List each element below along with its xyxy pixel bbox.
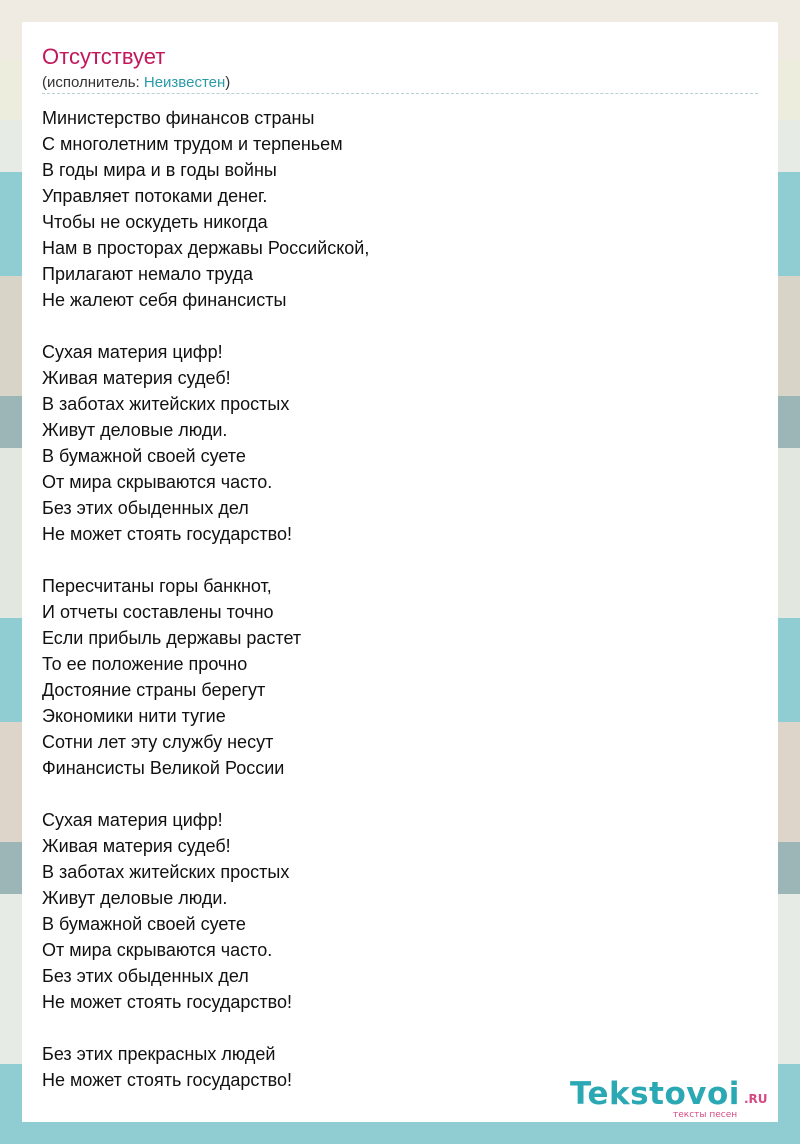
lyric-line: От мира скрываются часто.	[42, 940, 273, 960]
lyric-line: Экономики нити тугие	[42, 706, 226, 726]
lyric-line: Достояние страны берегут	[42, 680, 266, 700]
lyric-line: Прилагают немало труда	[42, 264, 254, 284]
lyric-line: Не жалеют себя финансисты	[42, 290, 287, 310]
lyric-line: Финансисты Великой России	[42, 758, 285, 778]
lyric-line: Сотни лет эту службу несут	[42, 732, 274, 752]
lyric-line: Министерство финансов страны	[42, 108, 315, 128]
lyric-line: Пересчитаны горы банкнот,	[42, 576, 272, 596]
lyric-line: В заботах житейских простых	[42, 394, 290, 414]
lyric-line: Не может стоять государство!	[42, 1070, 293, 1090]
logo-tld: .RU	[744, 1092, 768, 1106]
stanza	[42, 807, 742, 1015]
artist-link[interactable]: Неизвестен	[143, 74, 226, 91]
lyric-line: В бумажной своей суете	[42, 446, 246, 466]
lyric-line: Сухая материя цифр!	[42, 342, 223, 362]
lyric-line: Если прибыль державы растет	[42, 628, 302, 648]
stanza	[42, 573, 742, 781]
lyric-line: В заботах житейских простых	[42, 862, 290, 882]
lyric-line: Управляет потоками денег.	[42, 186, 268, 206]
lyric-line: Живая материя судеб!	[42, 368, 231, 388]
lyric-line: С многолетним трудом и терпеньем	[42, 134, 343, 154]
lyric-line: И отчеты составлены точно	[42, 602, 274, 622]
lyric-line: Живая материя судеб!	[42, 836, 231, 856]
lyric-line: В годы мира и в годы войны	[42, 160, 277, 180]
artist-line	[42, 74, 230, 91]
artist-prefix: (исполнитель:	[42, 74, 144, 91]
lyric-line: Живут деловые люди.	[42, 420, 228, 440]
lyric-line: Без этих обыденных дел	[42, 498, 249, 518]
stanza	[42, 105, 742, 313]
lyric-line: В бумажной своей суете	[42, 914, 246, 934]
lyrics-card	[22, 22, 778, 1122]
lyric-line: Без этих прекрасных людей	[42, 1044, 276, 1064]
logo-name: Tekstovoi	[570, 1076, 740, 1112]
lyric-line: То ее положение прочно	[42, 654, 248, 674]
song-title: Отсутствует	[42, 44, 166, 69]
lyrics-body	[42, 105, 742, 1093]
lyric-line: Чтобы не оскудеть никогда	[42, 212, 268, 232]
divider	[42, 93, 758, 94]
lyric-line: Нам в просторах державы Российской,	[42, 238, 370, 258]
lyric-line: Сухая материя цифр!	[42, 810, 223, 830]
stanza	[42, 339, 742, 547]
lyric-line: Без этих обыденных дел	[42, 966, 249, 986]
lyric-line: Не может стоять государство!	[42, 992, 293, 1012]
artist-suffix: )	[225, 74, 231, 91]
lyric-line: Не может стоять государство!	[42, 524, 293, 544]
lyric-line: Живут деловые люди.	[42, 888, 228, 908]
logo-tagline: тексты песен	[673, 1110, 738, 1120]
lyric-line: От мира скрываются часто.	[42, 472, 273, 492]
tekstovoi-logo[interactable]	[570, 1076, 780, 1120]
